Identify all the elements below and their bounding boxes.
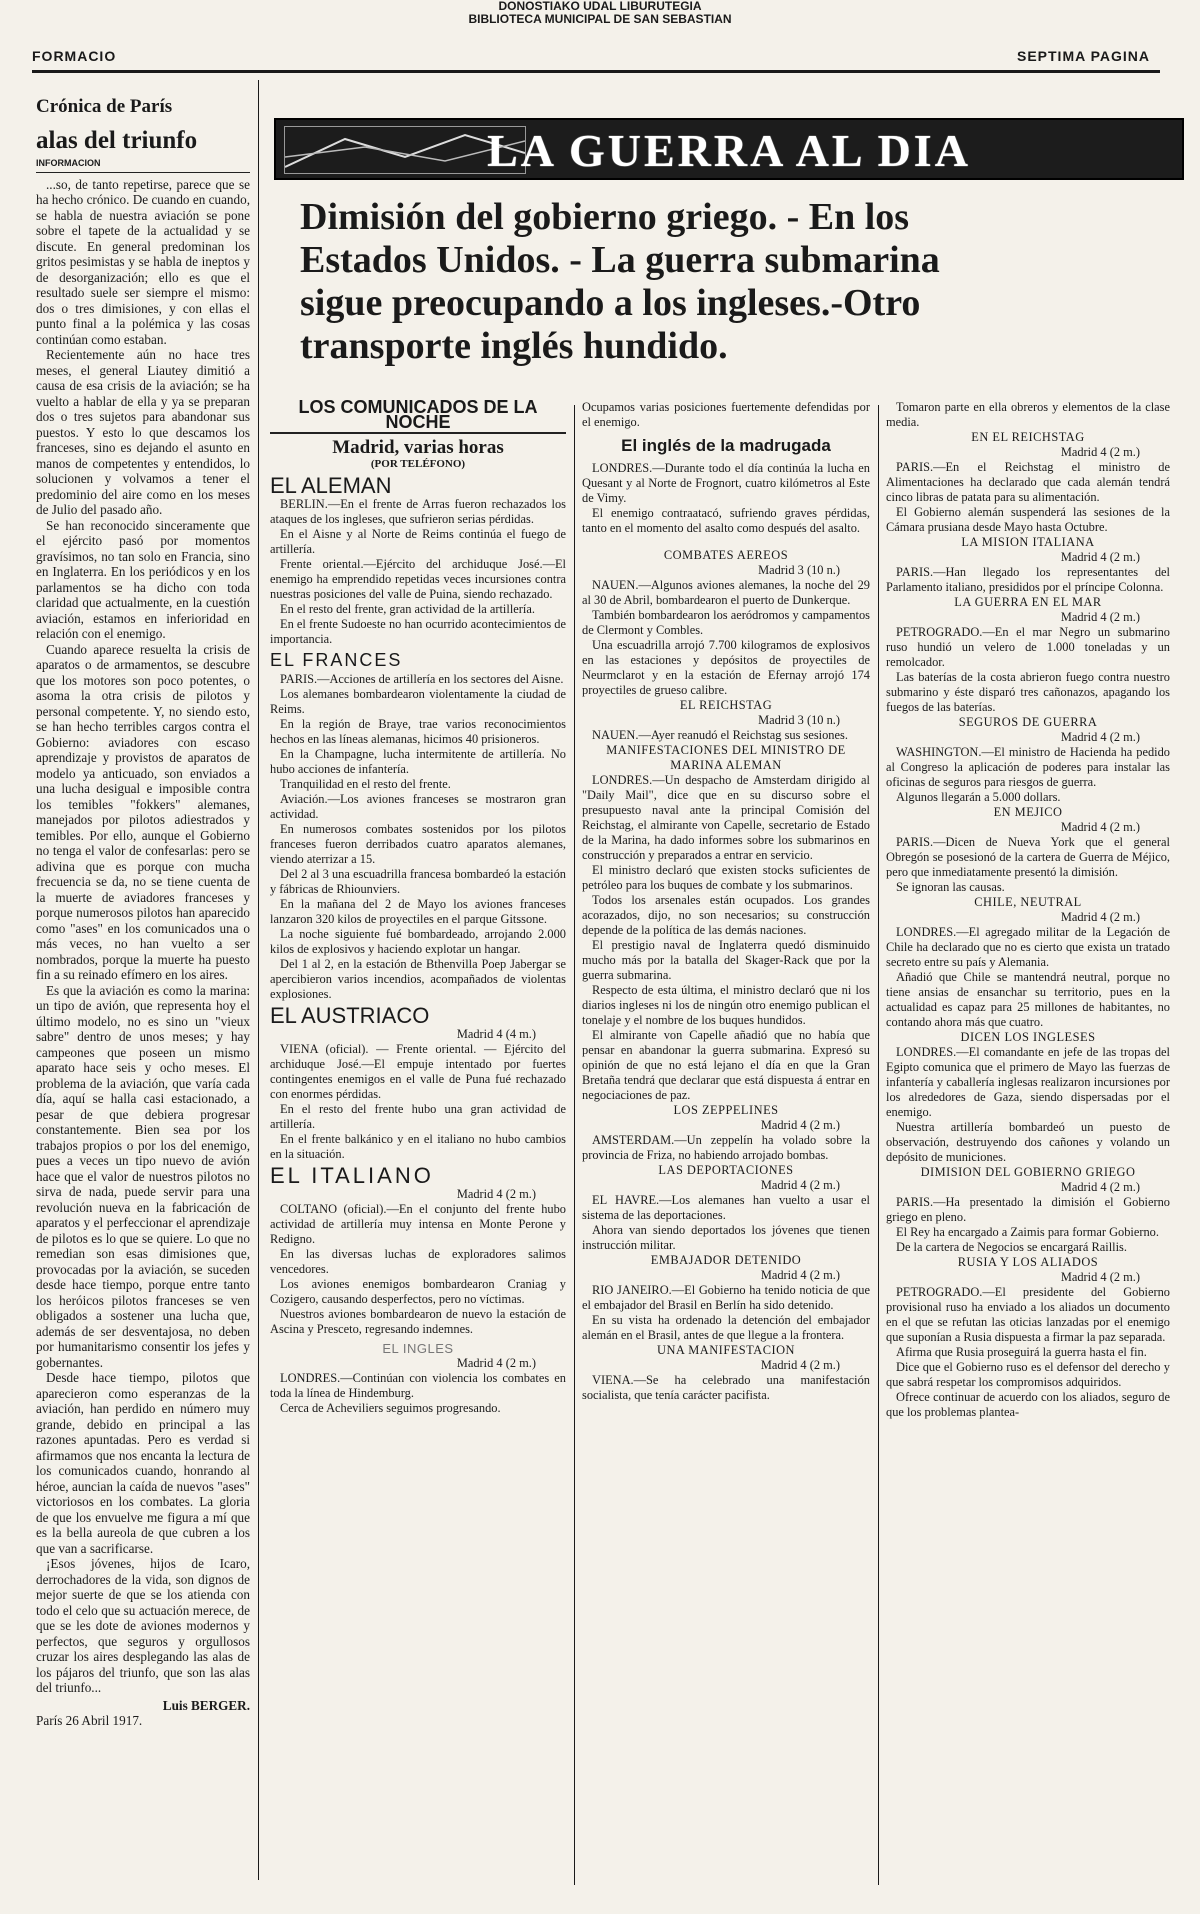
col3-paragraph: El almirante von Capelle añadió que no había que pensar en abandonar la guerra submarina. Expresó su opinión de que no está lejano el día en que la Gran Bretaña tendrá que declarar que está dispuesta á entrar en negociaciones de paz. <box>582 1028 870 1102</box>
col2-head: LOS COMUNICADOS DE LA NOCHE <box>270 400 566 434</box>
col4-rusia-head: RUSIA Y LOS ALIADOS <box>957 1255 1099 1269</box>
col4-reichstag-head: EN EL REICHSTAG <box>971 430 1085 444</box>
col4-dateline: Madrid 4 (2 m.) <box>1060 910 1140 924</box>
headline-line: Dimisión del gobierno griego. - En los <box>300 196 910 238</box>
col2-dateline: Madrid 4 (4 m.) <box>456 1027 536 1041</box>
col2-paragraph: Del 1 al 2, en la estación de Bthenvilla Poep Jabergar se apercibieron varios incendios, acompañados de violentas explosiones. <box>270 957 566 1001</box>
col2-paragraph: En el frente balkánico y en el italiano no hubo cambios en la situación. <box>270 1132 566 1161</box>
column-rule-1 <box>258 80 259 1880</box>
headline-line: Estados Unidos. - La guerra submarina <box>300 239 940 281</box>
col2-paragraph: La noche siguiente fué bombardeado, arrojando 2.000 kilos de explosivos y haciendo explotar un hangar. <box>270 927 566 956</box>
col2-paragraph: VIENA (oficial). — Frente oriental. — Ejército del archiduque José.—El empuje intentado por fuertes contingentes enemigos en el valle de Puna fué rechazado con enormes pérdidas. <box>270 1042 566 1101</box>
left-kicker: Crónica de París <box>36 96 173 117</box>
col3-paragraph: Ahora van siendo deportados los jóvenes que tienen instrucción militar. <box>582 1223 870 1252</box>
col4-seguros-head: SEGUROS DE GUERRA <box>958 715 1098 729</box>
col4-paragraph: Nuestra artillería bombardeó un puesto de observación, destruyendo dos cañones y volando un depósito de municiones. <box>886 1120 1170 1164</box>
col2-paragraph: En la región de Braye, trae varios reconocimientos hechos en las líneas alemanas, hicimos 40 prisioneros. <box>270 717 566 746</box>
col4-griego-head: DIMISION DEL GOBIERNO GRIEGO <box>920 1165 1136 1179</box>
running-head-right: SEPTIMA PAGINA <box>1016 48 1150 64</box>
col4-dateline: Madrid 4 (2 m.) <box>1060 610 1140 624</box>
archive-header <box>0 0 1200 26</box>
col2-paragraph: En el resto del frente, gran actividad de la artillería. <box>280 602 535 616</box>
col2-paragraph: Frente oriental.—Ejército del archiduque José.—El enemigo ha emprendido repetidas veces incursiones contra nuestras posiciones del valle de Puina, siendo rechazado. <box>270 557 566 601</box>
col4-paragraph: PETROGRADO.—En el mar Negro un submarino ruso hundió un velero de 1.000 toneladas y un remolcador. <box>886 625 1170 669</box>
col4-italiana-head: LA MISION ITALIANA <box>961 535 1095 549</box>
col4-dateline: Madrid 4 (2 m.) <box>1060 550 1140 564</box>
col4-paragraph: Dice que el Gobierno ruso es el defensor del derecho y que sabrá respetar los compromisos adquiridos. <box>886 1360 1170 1389</box>
col3-paragraph: AMSTERDAM.—Un zeppelín ha volado sobre la provincia de Friza, no habiendo arrojado bombas. <box>582 1133 870 1162</box>
left-byline-label: INFORMACION <box>36 156 250 173</box>
col3-paragraph: NAUEN.—Ayer reanudó el Reichstag sus sesiones. <box>592 728 848 742</box>
left-paragraph: Es que la aviación es como la marina: un tipo de avión, que representa hoy el último modelo, no es sino un "vieux sabre" dentro de unos meses; y hay campeones que poseen un mismo aparato hace seis y ocho meses. El problema de la aviación, que varía cada día, aquí se halla casi estacionado, a pesar de que debiera progresar constantemente. Bien sea por los trabajos propios o por los del enemigo, pues a veces un tipo nuevo de avión hace que el valor de nuestros pilotos no sirva de nada, puede servir para una revolución nueva en la fabricación de aparatos y el perfeccionar el aprendizaje de pilotos es lo que se quiere. Lo que no remedian son esas dimisiones que, provocadas por la aviación, se suceden desde hace tiempo, porque entre tanto los heróicos pilotos franceses se ven obligados a sostener una lucha que, además de ser desventajosa, no deben por humanitarismo consentir los jefes y gobernantes. <box>36 982 250 1370</box>
col4-paragraph: El Rey ha encargado a Zaimis para formar Gobierno. <box>896 1225 1159 1239</box>
left-paragraph: Recientemente aún no hace tres meses, el general Liautey dimitió a causa de esa crisis de la aviación; se ha vuelto a hablar de ella y ya se preparan dos o tres sujetos para abandonar sus puestos. Y esto lo que descamos los franceses, sino es dejando el asunto en manos de competentes y entendidos, lo solucionen y volvamos a tener el predominio del aire como en los meses de Julio del pasado año. <box>36 347 250 517</box>
col2-paragraph: En el frente Sudoeste no han ocurrido acontecimientos de importancia. <box>270 617 566 646</box>
col2-sub: Madrid, varias horas <box>332 437 504 458</box>
col4-dateline: Madrid 4 (2 m.) <box>1060 1270 1140 1284</box>
col3-dateline: Madrid 4 (2 m.) <box>760 1358 840 1372</box>
col3-paragraph: VIENA.—Se ha celebrado una manifestación socialista, que tenía carácter pacifista. <box>582 1373 870 1402</box>
col2-italiano-head: EL ITALIANO <box>270 1163 434 1188</box>
col4-paragraph: PARIS.—Han llegado los representantes del Parlamento italiano, presididos por el príncipe Colonna. <box>886 565 1170 594</box>
col4-mar-head: LA GUERRA EN EL MAR <box>954 595 1102 609</box>
banner-title: LA GUERRA AL DIA <box>487 125 971 176</box>
col4-paragraph: Las baterías de la costa abrieron fuego contra nuestro submarino y éste disparó tres cañonazos, apagando los fuegos de las baterías. <box>886 670 1170 714</box>
col4-paragraph: Añadió que Chile se mantendrá neutral, porque no tiene ansias de ensanchar su territorio, pues en la actualidad es capaz para 25 millones de habitantes, no contando ahora más que cuatro. <box>886 970 1170 1029</box>
column-3 <box>582 400 870 1403</box>
col4-paragraph: WASHINGTON.—El ministro de Hacienda ha pedido al Congreso la aplicación de poderes para instalar las oficinas de seguros para riesgos de guerra. <box>886 745 1170 789</box>
col2-paragraph: En las diversas luchas de exploradores salimos vencedores. <box>270 1247 566 1276</box>
col3-paragraph: EL HAVRE.—Los alemanes han vuelto a usar el sistema de las deportaciones. <box>582 1193 870 1222</box>
col2-paragraph: Tranquilidad en el resto del frente. <box>280 777 451 791</box>
col3-paragraph: LONDRES.—Un despacho de Amsterdam dirigido al "Daily Mail", dice que en su discurso sobre el presupuesto naval ante la principal Comisión del Reichstag, el almirante von Capelle, secretario de Estado de la Marina, ha dado informes sobre los submarinos en construcción y preparados a entrar en servicio. <box>582 773 870 862</box>
left-date: París 26 Abril 1917. <box>36 1713 143 1728</box>
col3-paragraph: Todos los arsenales están ocupados. Los grandes acorazados, dijo, no son necesarios; su construcción depende de la política de las demás naciones. <box>582 893 870 937</box>
col3-intro: Ocupamos varias posiciones fuertemente defendidas por el enemigo. <box>582 400 870 429</box>
col2-via: (POR TELÉFONO) <box>370 458 466 470</box>
col4-paragraph: PARIS.—Ha presentado la dimisión el Gobierno griego en pleno. <box>886 1195 1170 1224</box>
col2-paragraph: En el Aisne y al Norte de Reims continúa el fuego de artillería. <box>270 527 566 556</box>
col2-aleman-head: EL ALEMAN <box>270 473 392 498</box>
col3-marina-head: MANIFESTACIONES DEL MINISTRO DE MARINA ALEMAN <box>606 743 846 772</box>
col4-dateline: Madrid 4 (2 m.) <box>1060 820 1140 834</box>
col2-paragraph: LONDRES.—Continúan con violencia los combates en toda la línea de Hindemburg. <box>270 1371 566 1400</box>
col4-paragraph: El Gobierno alemán suspenderá las sesiones de la Cámara prusiana desde Mayo hasta Octubre. <box>886 505 1170 534</box>
col2-paragraph: PARIS.—Acciones de artillería en los sectores del Aisne. <box>280 672 564 686</box>
col2-paragraph: Nuestros aviones bombardearon de nuevo la estación de Ascina y Presceto, regresando indemnes. <box>270 1307 566 1336</box>
col2-paragraph: Cerca de Acheviliers seguimos progresando. <box>280 1401 501 1415</box>
col2-paragraph: En el resto del frente hubo una gran actividad de artillería. <box>270 1102 566 1131</box>
col4-dateline: Madrid 4 (2 m.) <box>1060 730 1140 744</box>
headline-line: transporte inglés hundido. <box>300 325 728 367</box>
col3-dateline: Madrid 4 (2 m.) <box>760 1178 840 1192</box>
col3-dateline: Madrid 3 (10 n.) <box>758 563 840 577</box>
col3-reichstag-head: EL REICHSTAG <box>679 698 773 712</box>
left-column-article <box>36 96 250 1729</box>
col2-paragraph: Aviación.—Los aviones franceses se mostraron gran actividad. <box>270 792 566 821</box>
col2-paragraph: En la Champagne, lucha intermitente de artillería. No hubo acciones de infantería. <box>270 747 566 776</box>
col4-dateline: Madrid 4 (2 m.) <box>1060 445 1140 459</box>
left-paragraph: Desde hace tiempo, pilotos que aparecieron como esperanzas de la aviación, han perdido en número muy grande, debido en principal a las razones apuntadas. Pero es verdad si afirmamos que nos encanta la lectura de los comunicados cuando, honrando al héroe, auncian la caída de nuevos "ases" victoriosos en los combates. La gloria de que los envuelve me figura a mí que es la bella aureola de que cubren a los que van a sacrificarse. <box>36 1370 250 1556</box>
col3-paragraph: El prestigio naval de Inglaterra quedó disminuido mucho más por la batalla del Skager-Rack que por la guerra submarina. <box>582 938 870 982</box>
col4-paragraph: PARIS.—En el Reichstag el ministro de Alimentaciones ha declarado que cada alemán tendrá cinco libras de patata para su alimentación. <box>886 460 1170 504</box>
main-headline <box>300 196 1180 368</box>
col3-dateline: Madrid 4 (2 m.) <box>760 1268 840 1282</box>
col2-dateline: Madrid 4 (2 m.) <box>456 1356 536 1370</box>
col3-paragraph: En su vista ha ordenado la detención del embajador alemán en el Brasil, antes de que llegue a la frontera. <box>582 1313 870 1342</box>
col3-paragraph: RIO JANEIRO.—El Gobierno ha tenido noticia de que el embajador del Brasil en Berlín ha sido detenido. <box>582 1283 870 1312</box>
col2-paragraph: Los alemanes bombardearon violentamente la ciudad de Reims. <box>270 687 566 716</box>
col3-dateline: Madrid 3 (10 n.) <box>758 713 840 727</box>
col2-austriaco-head: EL AUSTRIACO <box>270 1003 430 1028</box>
col4-dateline: Madrid 4 (2 m.) <box>1060 1180 1140 1194</box>
col4-intro: Tomaron parte en ella obreros y elementos de la clase media. <box>886 400 1170 429</box>
col3-embajador-head: EMBAJADOR DETENIDO <box>650 1253 802 1267</box>
col2-ingles-head: EL INGLES <box>382 1341 454 1356</box>
col2-paragraph: BERLIN.—En el frente de Arras fueron rechazados los ataques de los ingleses, que sufrieron serias pérdidas. <box>270 497 566 526</box>
col3-paragraph: Respecto de esta última, el ministro declaró que ni los diarios ingleses ni los de ningún otro enemigo publican el tonelaje y el nombre de los buques hundidos. <box>582 983 870 1027</box>
col3-paragraph: El enemigo contraatacó, sufriendo graves pérdidas, tanto en el momento del asalto como después del asalto. <box>582 506 870 535</box>
col2-paragraph: Los aviones enemigos bombardearon Craniag y Cozigero, causando desperfectos, pero no víctimas. <box>270 1277 566 1306</box>
col4-paragraph: LONDRES.—El agregado militar de la Legación de Chile ha declarado que no es cierto que exista un tratado secreto entre su país y Alemania. <box>886 925 1170 969</box>
left-paragraph: ...so, de tanto repetirse, parece que se ha hecho crónico. De cuando en cuando, se habla de nuestra aviación se pone sobre el tapete de la actualidad y se discute. En general predominan los gritos pesimistas y se habla de ineptos y de desorganización; ello es que el resultado suele ser siempre el mismo: dos o tres dimisiones, y con ellas el punto final a la polémica y las cosas continúan como estaban. <box>36 176 250 347</box>
left-signature: Luis BERGER. <box>162 1697 250 1713</box>
col4-mejico-head: EN MEJICO <box>993 805 1063 819</box>
col3-deport-head: LAS DEPORTACIONES <box>658 1163 794 1177</box>
col4-paragraph: De la cartera de Negocios se encargará Raillis. <box>896 1240 1127 1254</box>
col4-paragraph: Afirma que Rusia proseguirá la guerra hasta el fin. <box>896 1345 1147 1359</box>
left-title: alas del triunfo <box>36 127 198 154</box>
col3-madrugada-head: El inglés de la madrugada <box>621 436 831 455</box>
column-2 <box>270 397 566 1416</box>
col3-zepp-head: LOS ZEPPELINES <box>673 1103 779 1117</box>
top-rule <box>32 70 1160 73</box>
col4-ingleses-head: DICEN LOS INGLESES <box>960 1030 1096 1044</box>
running-head-left: FORMACIO <box>32 48 117 64</box>
col3-combates-head: COMBATES AEREOS <box>663 548 789 562</box>
col3-manif-head: UNA MANIFESTACION <box>657 1343 795 1357</box>
col4-paragraph: Se ignoran las causas. <box>896 880 1005 894</box>
col2-paragraph: En numerosos combates sostenidos por los pilotos franceses fueron derribados cuatro aparatos alemanes, viendo aterrizar a 15. <box>270 822 566 866</box>
col3-paragraph: NAUEN.—Algunos aviones alemanes, la noche del 29 al 30 de Abril, bombardearon el puerto de Dunkerque. <box>582 578 870 607</box>
col3-dateline: Madrid 4 (2 m.) <box>760 1118 840 1132</box>
col2-frances-head: EL FRANCES <box>270 650 403 670</box>
col3-paragraph: Una escuadrilla arrojó 7.700 kilogramos de explosivos en las estaciones y depósitos de proyectiles de Neurmclarot y en la estación de Efernay arrojó 174 proyectiles de grueso calibre. <box>582 638 870 697</box>
left-paragraph: Cuando aparece resuelta la crisis de aparatos o de armamentos, se descubre que los motores son poco potentes, o asoma la otra crisis de pilotos y personal competente. Y, no siendo esto, se han hecho terribles cargos contra el Gobierno: aviadores con escaso aprendizaje y provistos de aparatos de modelo ya anticuado, son enviados a una lucha desigual e imposible contra los temibles "fokkers" alemanes, manejados por pilotos adiestrados y temibles. Por ello, aunque el Gobierno no tenga el valor de confesarlas: pero se adivina que es porque con mucha frecuencia se da, no se tiene cuenta de la muerte de aviadores franceses y porque numerosos pilotos han aparecido como "ases" en los comunicados una o más veces, no han vuelto a ser nombrados, porque la muerte ha puesto fin a su reinado efímero en los aires. <box>36 641 250 982</box>
col2-paragraph: En la mañana del 2 de Mayo los aviones franceses lanzaron 320 kilos de proyectiles en el parque Gitssone. <box>270 897 566 926</box>
col4-paragraph: LONDRES.—El comandante en jefe de las tropas del Egipto comunica que el primero de Mayo las fuerzas de infantería y caballería inglesas realizaron incursiones por los alrededores de Gaza, siendo dispersadas por el enemigo. <box>886 1045 1170 1119</box>
col4-chile-head: CHILE, NEUTRAL <box>974 895 1082 909</box>
col4-paragraph: PETROGRADO.—El presidente del Gobierno provisional ruso ha enviado a los aliados un documento en el que se refutan las oticias lanzadas por el enemigo que suponían a Rusia dispuesta a firmar la paz separada. <box>886 1285 1170 1344</box>
col3-paragraph: LONDRES.—Durante todo el día continúa la lucha en Quesant y al Norte de Frognort, cuatro kilómetros al Este de Vimy. <box>582 461 870 505</box>
col3-paragraph: También bombardearon los aeródromos y campamentos de Clermont y Combles. <box>582 608 870 637</box>
col3-paragraph: El ministro declaró que existen stocks suficientes de petróleo para los buques de combate y los submarinos. <box>582 863 870 892</box>
archive-line-1: DONOSTIAKO UDAL LIBURUTEGIA <box>498 0 702 13</box>
col2-paragraph: Del 2 al 3 una escuadrilla francesa bombardeó la estación y fábricas de Rhiounviers. <box>270 867 566 896</box>
column-rule-2 <box>574 405 575 1885</box>
col2-paragraph: COLTANO (oficial).—En el conjunto del frente hubo actividad de artillería muy intensa en Monte Perone y Redigno. <box>270 1202 566 1246</box>
left-paragraph: ¡Esos jóvenes, hijos de Icaro, derrochadores de la vida, son dignos de mejor suerte de que se los atienda con todo el celo que su actuación merece, de que se les dote de aviones modernos y perfectos, que seguros y orgullosos cruzar los aires desplegando las alas de los pájaros del triunfo, que son las alas del triunfo... <box>36 1556 250 1695</box>
archive-line-2: BIBLIOTECA MUNICIPAL DE SAN SEBASTIAN <box>468 12 732 26</box>
col4-paragraph: PARIS.—Dicen de Nueva York que el general Obregón se posesionó de la cartera de Guerra de Méjico, pero que inmediatamente presentó la dimisión. <box>886 835 1170 879</box>
col4-paragraph: Ofrece continuar de acuerdo con los aliados, seguro de que los problemas plantea- <box>886 1390 1170 1419</box>
headline-line: sigue preocupando a los ingleses.-Otro <box>300 282 921 324</box>
col2-dateline: Madrid 4 (2 m.) <box>456 1187 536 1201</box>
column-4 <box>886 400 1170 1420</box>
column-rule-3 <box>878 405 879 1885</box>
col4-paragraph: Algunos llegarán a 5.000 dollars. <box>896 790 1061 804</box>
left-paragraph: Se han reconocido sinceramente que el ejército pasó por momentos gravísimos, no tan solo en Francia, sino en Inglaterra. En los periódicos y en los parlamentos se ha dicho con toda claridad que actualmente, en la cuestión aviación, estamos en inferioridad en relación con el enemigo. <box>36 517 250 641</box>
banner <box>274 118 1184 180</box>
